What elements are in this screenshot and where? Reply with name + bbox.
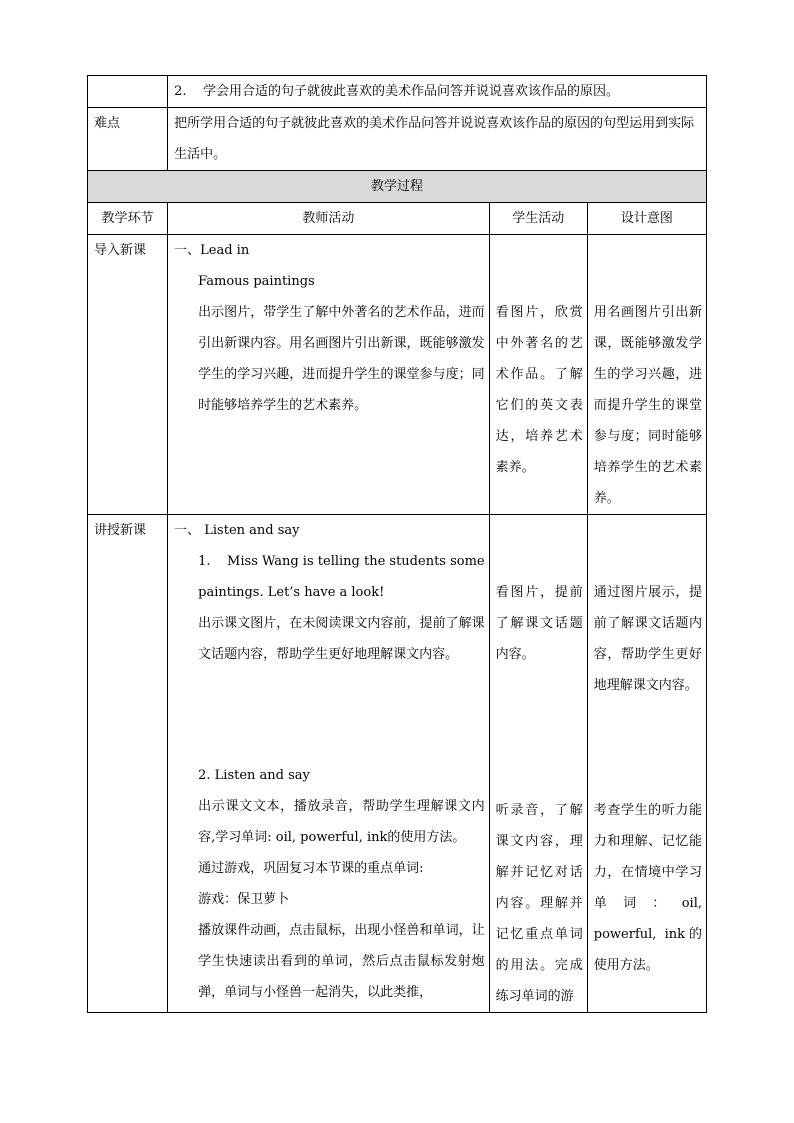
design-intent-cell: [587, 515, 706, 1013]
spacer: [174, 670, 485, 760]
difficulty-row: [88, 108, 707, 171]
process-title: 教学过程: [88, 171, 707, 203]
spacer: [496, 235, 583, 297]
table-row: [88, 235, 707, 515]
lesson-plan-page: [87, 75, 707, 1013]
header-intent: 设计意图: [587, 203, 706, 235]
spacer: [594, 515, 702, 577]
spacer: [496, 515, 583, 577]
table-row: [88, 515, 707, 1013]
student-activity-cell: [489, 235, 587, 515]
teacher-game-body: 播放课件动画，点击鼠标，出现小怪兽和单词，让学生快速读出看到的单词，然后点击鼠标发射炮弹，单词与小怪兽一起消失，以此类推，: [198, 923, 485, 1000]
student-activity-text-2: 听录音，了解课文内容，理解并记忆对话内容。理解并记忆重点单词的用法。完成练习单词的游: [495, 803, 583, 1004]
teacher-body: 出示图片，带学生了解中外著名的艺术作品，进而引出新课内容。用名画图片引出新课，既能够激发学生的学习兴趣，进而提升学生的课堂参与度；同时能够培养学生的艺术素养。: [198, 305, 485, 413]
stage-cell: 讲授新课: [88, 515, 168, 1013]
teacher-heading: 一、 Listen and say: [174, 523, 300, 538]
process-header-row: [88, 203, 707, 235]
stage-cell: 导入新课: [88, 235, 168, 515]
teacher-game-name: 游戏：保卫萝卜: [198, 892, 290, 907]
difficulty-label: 难点: [88, 108, 168, 171]
design-intent-text-2: 考查学生的听力能力和理解、记忆能力，在情境中学习单词：oil, powerful, ink的使用方法。: [593, 803, 702, 973]
header-stage: 教学环节: [88, 203, 168, 235]
objective-item-2: 2. 学会用合适的句子就彼此喜欢的美术作品问答并说说喜欢该作品的原因。: [168, 76, 707, 108]
objective-label-cell: [88, 76, 168, 108]
teacher-activity-cell: [168, 515, 490, 1013]
design-intent-cell: [587, 235, 706, 515]
teacher-part1-title: 1. Miss Wang is telling the students some paintings. Let’s have a look!: [198, 554, 485, 600]
teacher-part2-body: 出示课文文本，播放录音，帮助学生理解课文内容,学习单词: oil, powerful, ink的使用方法。: [198, 799, 485, 845]
student-activity-text: 看图片，欣赏中外著名的艺术作品。了解它们的英文表达，培养艺术素养。: [495, 305, 583, 475]
teacher-heading: 一、Lead in: [174, 243, 250, 258]
spacer: [594, 235, 702, 297]
teacher-part1-body: 出示课文图片，在未阅读课文内容前，提前了解课文话题内容，帮助学生更好地理解课文内容。: [198, 616, 485, 662]
student-activity-text-1: 看图片，提前了解课文话题内容。: [495, 585, 583, 662]
header-teacher: 教师活动: [168, 203, 490, 235]
process-title-row: [88, 171, 707, 203]
lesson-plan-table: [87, 75, 707, 1013]
student-activity-cell: [489, 515, 587, 1013]
teacher-game-intro: 通过游戏，巩固复习本节课的重点单词:: [198, 861, 424, 876]
objective-row: [88, 76, 707, 108]
teacher-activity-cell: [168, 235, 490, 515]
design-intent-text: 用名画图片引出新课，既能够激发学生的学习兴趣，进而提升学生的课堂参与度；同时能够培养学生的艺术素养。: [593, 305, 702, 506]
design-intent-text-1: 通过图片展示，提前了解课文话题内容，帮助学生更好地理解课文内容。: [593, 585, 702, 693]
teacher-subheading: Famous paintings: [198, 274, 315, 289]
header-student: 学生活动: [489, 203, 587, 235]
difficulty-text: 把所学用合适的句子就彼此喜欢的美术作品问答并说说喜欢该作品的原因的句型运用到实际生活中。: [168, 108, 707, 171]
teacher-part2-title: 2. Listen and say: [198, 768, 310, 783]
